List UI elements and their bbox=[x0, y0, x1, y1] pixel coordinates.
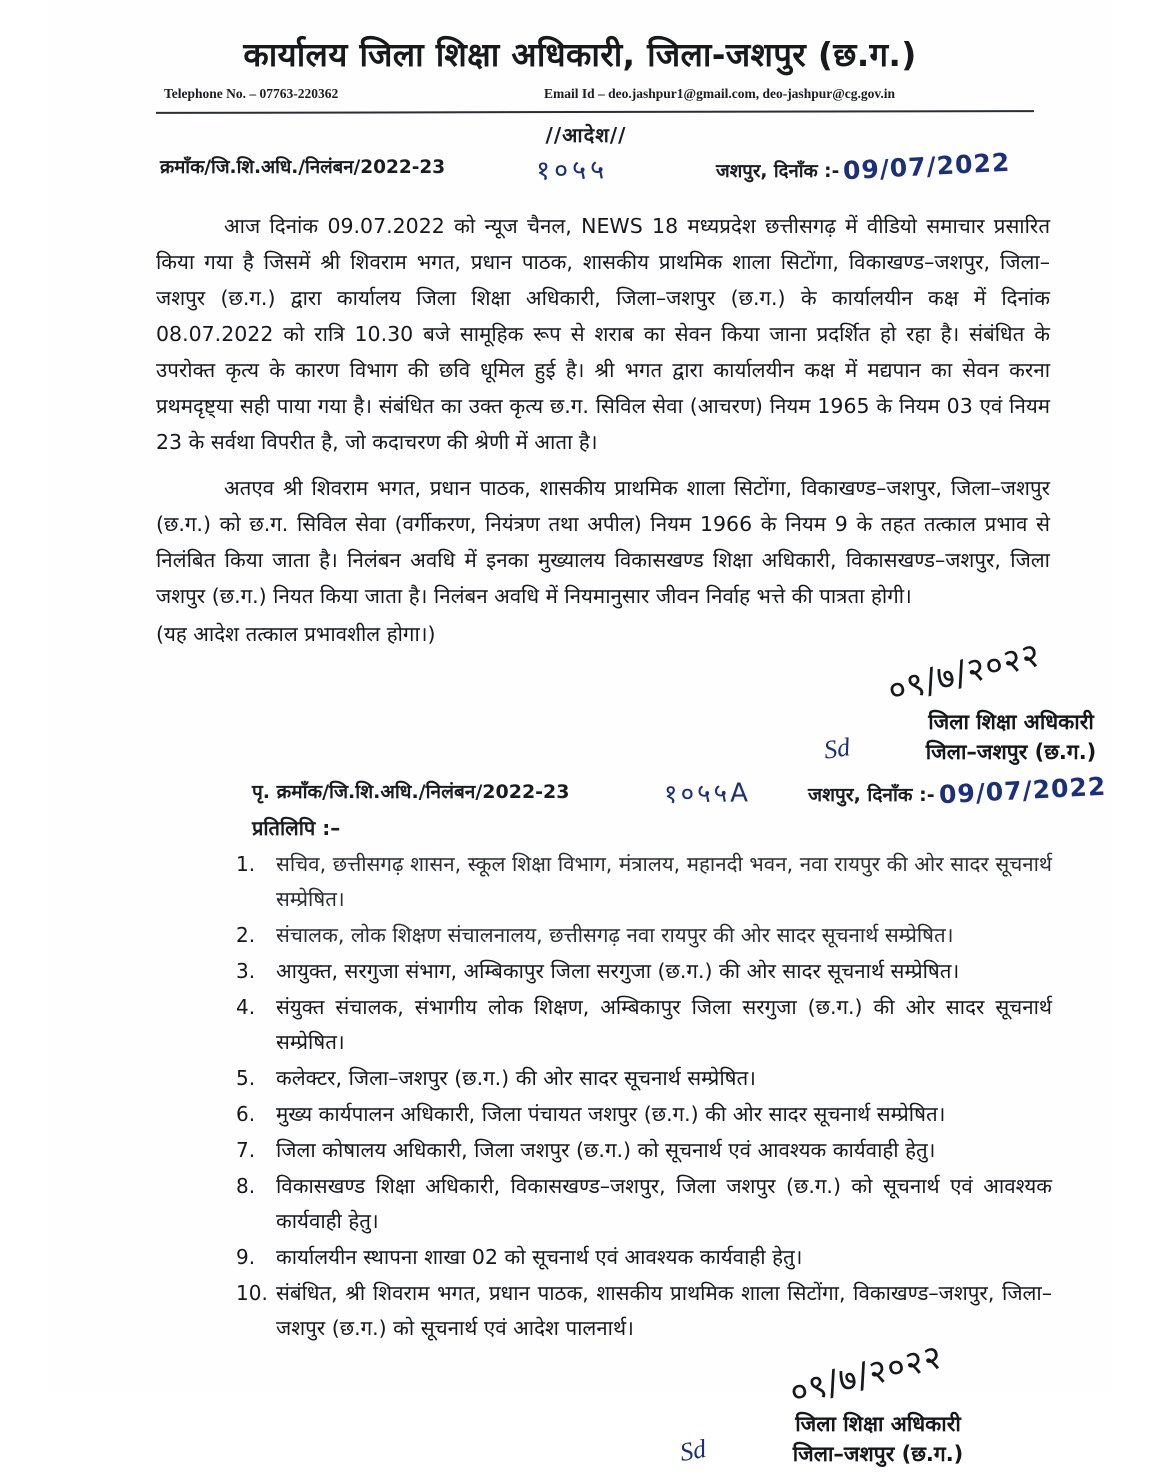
copy-reference-number-handwritten: १०५५A bbox=[663, 778, 752, 810]
reference-line bbox=[48, 147, 1112, 187]
list-item-text: जिला कोषालय अधिकारी, जिला जशपुर (छ.ग.) को सूचनार्थ एवं आवश्यक कार्यवाही हेतु। bbox=[276, 1137, 936, 1162]
copy-to-label: प्रतिलिपि :– bbox=[252, 815, 341, 840]
signature-initial-bottom: Sd bbox=[677, 1433, 709, 1467]
list-item-text: सचिव, छत्तीसगढ़ शासन, स्कूल शिक्षा विभाग, मंत्रालय, महानदी भवन, नवा रायपुर की ओर सादर सूचनार्थ सम्प्रेषित। bbox=[276, 851, 1052, 911]
list-item-number: 9. bbox=[236, 1244, 256, 1269]
list-item-number: 1. bbox=[236, 851, 256, 876]
list-item bbox=[236, 1169, 1052, 1239]
list-item-number: 10. bbox=[236, 1280, 268, 1305]
reference-date-label: जशपुर, दिनाँक :- bbox=[716, 160, 840, 182]
signature-scribble-top: ०९/७/२०२२ bbox=[883, 634, 1045, 712]
list-item-text: कलेक्टर, जिला–जशपुर (छ.ग.) की ओर सादर सूचनार्थ सम्प्रेषित। bbox=[276, 1065, 756, 1090]
reference-date-handwritten: 09/07/2022 bbox=[842, 147, 1012, 186]
list-item bbox=[236, 847, 1052, 917]
copy-reference-line bbox=[156, 771, 1107, 812]
telephone-text: Telephone No. – 07763-220362 bbox=[164, 85, 339, 101]
reference-number-label: क्रमाँक/जि.शि.अधि./निलंबन/2022-23 bbox=[160, 156, 446, 178]
copy-reference-date-group bbox=[808, 771, 1107, 810]
list-item-text: कार्यालयीन स्थापना शाखा 02 को सूचनार्थ एवं आवश्यक कार्यवाही हेतु। bbox=[276, 1244, 803, 1269]
list-item bbox=[236, 1061, 1052, 1096]
letterhead bbox=[48, 0, 1112, 113]
signature-initial-top: Sd bbox=[822, 732, 852, 765]
signature-block-top bbox=[156, 634, 1097, 765]
body-paragraph-1: आज दिनांक 09.07.2022 को न्यूज चैनल, NEWS 18 मध्यप्रदेश छत्तीसगढ़ में वीडियो समाचार प्रसारित किया गया है जिसमें श्री शिवराम भगत, प्रधान पाठक, शासकीय प्राथमिक शाला सिटोंगा, विकाखण्ड–जशपुर, जिला–जशपुर (छ.ग.) द्वारा कार्यालय जिला शिक्षा अधिकारी, जिला–जशपुर (छ.ग.) के कार्यालयीन कक्ष में दिनांक 08.07.2022 को रात्रि 10.30 बजे सामूहिक रूप से शराब का सेवन किया जाना प्रदर्शित हो रहा है। संबंधित के उपरोक्त कृत्य के कारण विभाग की छवि धूमिल हुई है। श्री भगत द्वारा कार्यालयीन कक्ष में मद्यपान का सेवन करना प्रथमदृष्ट्या सही पाया गया है। संबंधित का उक्त कृत्य छ.ग. सिविल सेवा (आचरण) नियम 1965 के नियम 03 एवं नियम 23 के सर्वथा विपरीत है, जो कदाचरण की श्रेणी में आता है। bbox=[156, 213, 1051, 454]
body-paragraph-3: (यह आदेश तत्काल प्रभावशील होगा।) bbox=[156, 621, 436, 646]
signatory-place-bottom: जिला–जशपुर (छ.ग.) bbox=[792, 1441, 964, 1466]
list-item-number: 6. bbox=[236, 1101, 256, 1126]
list-item bbox=[236, 1097, 1052, 1132]
list-item-number: 5. bbox=[236, 1065, 256, 1090]
list-item bbox=[236, 954, 1052, 989]
header-divider bbox=[156, 110, 1034, 114]
list-item-text: संयुक्त संचालक, संभागीय लोक शिक्षण, अम्बिकापुर जिला सरगुजा (छ.ग.) की ओर सादर सूचनार्थ सम्प्रेषित। bbox=[276, 994, 1052, 1054]
document-page bbox=[48, 0, 1112, 1467]
list-item-number: 4. bbox=[236, 994, 256, 1019]
signatory-place-top: जिला–जशपुर (छ.ग.) bbox=[925, 739, 1097, 764]
list-item bbox=[236, 1133, 1052, 1168]
list-item-number: 8. bbox=[236, 1173, 256, 1198]
reference-date-group bbox=[716, 147, 1012, 186]
list-item bbox=[236, 918, 1052, 953]
reference-number-handwritten: १०५५ bbox=[535, 154, 609, 187]
list-item-text: मुख्य कार्यपालन अधिकारी, जिला पंचायत जशपुर (छ.ग.) की ओर सादर सूचनार्थ सम्प्रेषित। bbox=[276, 1101, 946, 1126]
list-item-text: संचालक, लोक शिक्षण संचालनालय, छत्तीसगढ़ नवा रायपुर की ओर सादर सूचनार्थ सम्प्रेषित। bbox=[276, 922, 954, 947]
list-item bbox=[236, 990, 1052, 1060]
copy-reference-date-handwritten: 09/07/2022 bbox=[937, 771, 1107, 810]
list-item-number: 7. bbox=[236, 1137, 256, 1162]
signatory-designation-top: जिला शिक्षा अधिकारी bbox=[928, 709, 1094, 734]
office-title: कार्यालय जिला शिक्षा अधिकारी, जिला-जशपुर (छ.ग.) bbox=[243, 35, 917, 74]
signature-block-bottom bbox=[48, 1336, 1112, 1478]
order-body bbox=[156, 208, 1107, 841]
list-item-number: 3. bbox=[236, 958, 256, 983]
signatory-designation-bottom: जिला शिक्षा अधिकारी bbox=[795, 1411, 961, 1436]
signature-scribble-bottom: ०९/७/२०२२ bbox=[785, 1336, 947, 1414]
list-item-number: 2. bbox=[236, 922, 256, 947]
order-heading: //आदेश// bbox=[545, 122, 627, 147]
list-item-text: विकासखण्ड शिक्षा अधिकारी, विकासखण्ड–जशपुर, जिला जशपुर (छ.ग.) को सूचनार्थ एवं आवश्यक कार्यवाही हेतु। bbox=[276, 1173, 1052, 1233]
list-item-text: आयुक्त, सरगुजा संभाग, अम्बिकापुर जिला सरगुजा (छ.ग.) की ओर सादर सूचनार्थ सम्प्रेषित। bbox=[276, 958, 960, 983]
list-item bbox=[236, 1240, 1052, 1275]
order-word-row bbox=[48, 121, 1112, 148]
list-item-text: संबंधित, श्री शिवराम भगत, प्रधान पाठक, शासकीय प्राथमिक शाला सिटोंगा, विकाखण्ड–जशपुर, जिला–जशपुर (छ.ग.) को सूचनार्थ एवं आदेश पालनार्थ। bbox=[276, 1280, 1052, 1340]
copy-reference-number-label: पृ. क्रमाँक/जि.शि.अधि./निलंबन/2022-23 bbox=[252, 780, 570, 803]
distribution-list bbox=[236, 847, 1052, 1346]
copy-reference-date-label: जशपुर, दिनाँक :- bbox=[808, 783, 935, 806]
contact-row bbox=[164, 86, 1020, 108]
body-paragraph-2: अतएव श्री शिवराम भगत, प्रधान पाठक, शासकीय प्राथमिक शाला सिटोंगा, विकाखण्ड–जशपुर, जिला–जशपुर (छ.ग.) को छ.ग. सिविल सेवा (वर्गीकरण, नियंत्रण तथा अपील) नियम 1966 के नियम 9 के तहत तत्काल प्रभाव से निलंबित किया जाता है। निलंबन अवधि में इनका मुख्यालय विकासखण्ड शिक्षा अधिकारी, विकासखण्ड–जशपुर, जिला जशपुर (छ.ग.) नियत किया जाता है। निलंबन अवधि में नियमानुसार जीवन निर्वाह भत्ते की पात्रता होगी। bbox=[156, 475, 1050, 608]
email-text: Email Id – deo.jashpur1@gmail.com, deo-jashpur@cg.gov.in bbox=[544, 85, 896, 101]
